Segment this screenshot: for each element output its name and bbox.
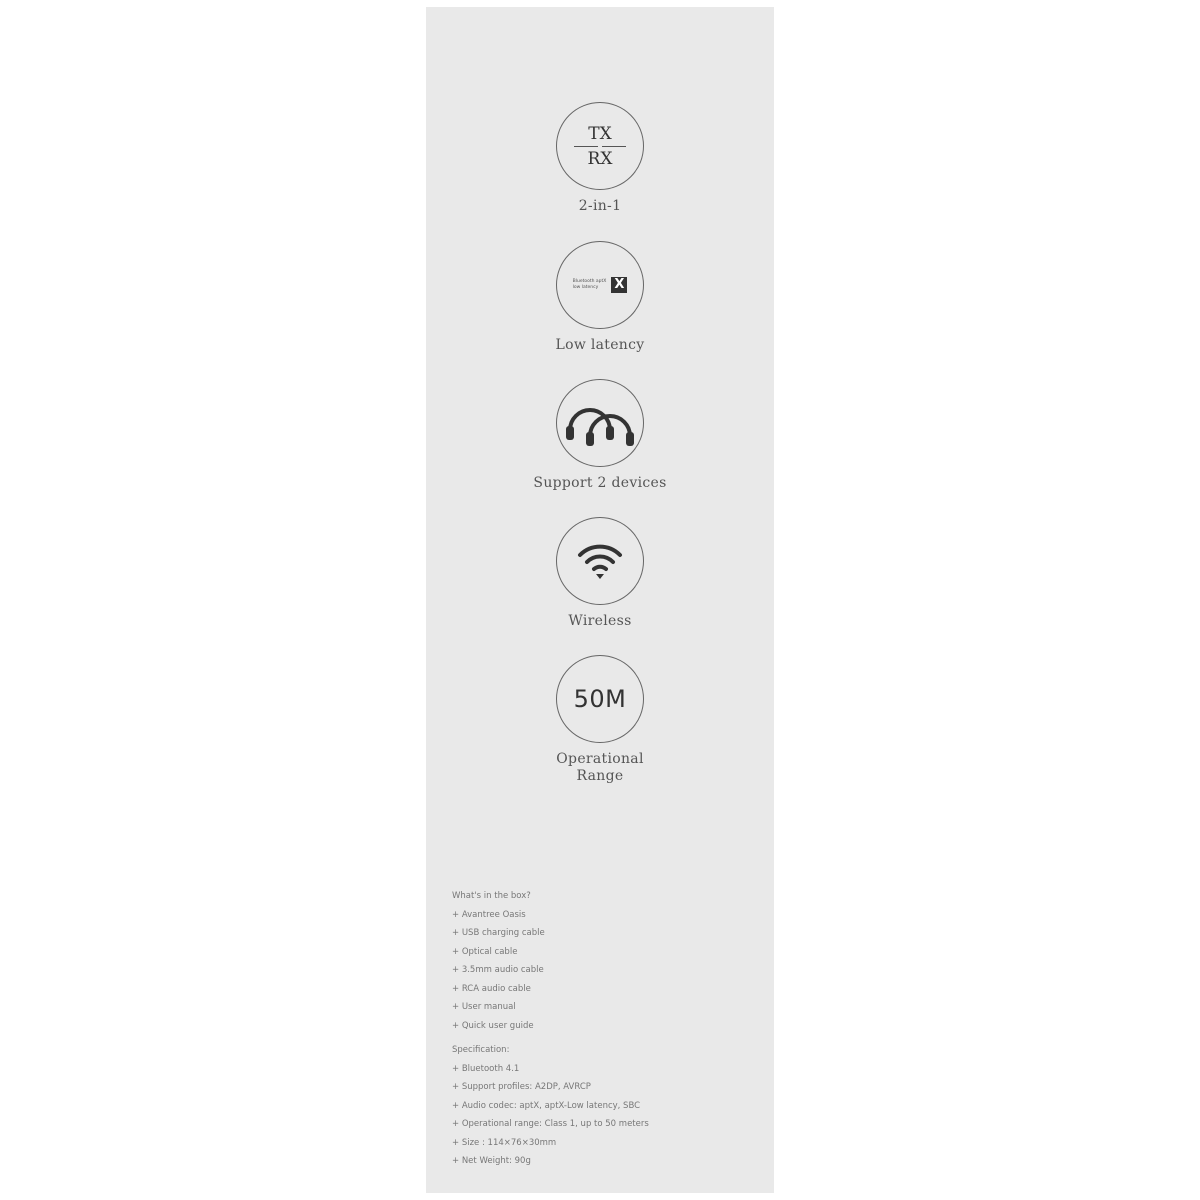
- feature-label-wireless: Wireless: [568, 613, 632, 629]
- list-item: + Size : 114×76×30mm: [452, 1137, 557, 1148]
- specs-block: [452, 887, 752, 1177]
- list-item: + Operational range: Class 1, up to 50 meters: [452, 1119, 649, 1129]
- range-value: 50M: [573, 685, 627, 713]
- feature-label-two-devices: Support 2 devices: [533, 475, 667, 491]
- feature-wireless: [426, 517, 774, 630]
- range-icon: [556, 655, 644, 743]
- range-label-line2: Range: [576, 768, 624, 784]
- list-item: + Avantree Oasis: [452, 909, 526, 920]
- list-item: + RCA audio cable: [452, 983, 531, 994]
- feature-2in1: [426, 102, 774, 215]
- feature-label-low-latency: Low latency: [555, 337, 645, 353]
- tx-text: TX: [588, 123, 612, 144]
- product-feature-panel: [426, 7, 774, 1193]
- box-list: [452, 906, 752, 1036]
- feature-two-devices: [426, 379, 774, 492]
- latency-small-line1: Bluetooth aptX: [572, 279, 607, 284]
- spec-list: [452, 1060, 752, 1171]
- feature-label-2in1: 2-in-1: [578, 198, 622, 214]
- rx-text: RX: [587, 148, 613, 169]
- wifi-icon: [556, 517, 644, 605]
- feature-label-range: [426, 751, 774, 785]
- list-item: + USB charging cable: [452, 928, 545, 938]
- list-item: + 3.5mm audio cable: [452, 965, 544, 975]
- list-item: + Bluetooth 4.1: [452, 1063, 520, 1074]
- latency-small-line2: low latency: [572, 285, 599, 290]
- list-item: + Quick user guide: [452, 1020, 534, 1031]
- spec-heading: Specification:: [452, 1045, 510, 1055]
- list-item: + Support profiles: A2DP, AVRCP: [452, 1082, 591, 1092]
- tx-rx-icon: [556, 102, 644, 190]
- low-latency-icon: [556, 241, 644, 329]
- list-item: + Optical cable: [452, 946, 518, 957]
- headphones-icon: [556, 379, 644, 467]
- list-item: + User manual: [452, 1002, 516, 1012]
- list-item: + Audio codec: aptX, aptX-Low latency, SBC: [452, 1100, 641, 1111]
- box-heading: What's in the box?: [452, 891, 531, 901]
- feature-range: [426, 655, 774, 785]
- x-mark-icon: X: [611, 277, 627, 293]
- list-item: + Net Weight: 90g: [452, 1156, 531, 1166]
- feature-low-latency: [426, 241, 774, 354]
- range-label-line1: Operational: [556, 751, 644, 767]
